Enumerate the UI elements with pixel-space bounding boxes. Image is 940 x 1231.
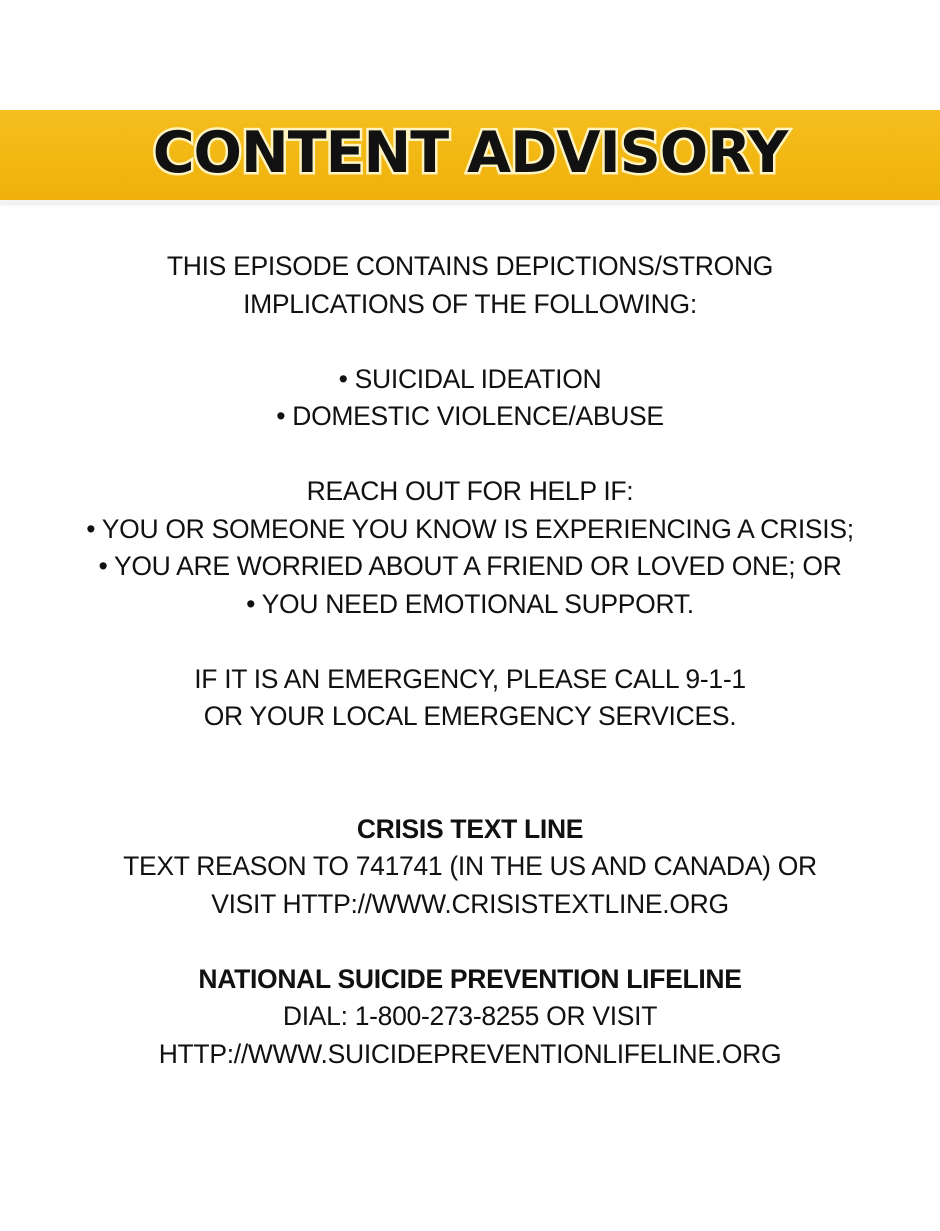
- spacer: [0, 323, 940, 361]
- lifeline-link[interactable]: HTTP://WWW.SUICIDEPREVENTIONLIFELINE.ORG: [158, 1038, 782, 1069]
- emergency-line: IF IT IS AN EMERGENCY, PLEASE CALL 9-1-1: [194, 663, 746, 694]
- intro-line: IMPLICATIONS OF THE FOLLOWING:: [243, 288, 697, 319]
- spacer: [0, 923, 940, 961]
- lifeline-title: NATIONAL SUICIDE PREVENTION LIFELINE: [198, 963, 742, 994]
- emergency-line: OR YOUR LOCAL EMERGENCY SERVICES.: [203, 701, 737, 731]
- spacer: [0, 736, 940, 811]
- advisory-title: CONTENT ADVISORY: [152, 120, 788, 186]
- topic-item: • DOMESTIC VIOLENCE/ABUSE: [276, 401, 664, 431]
- help-item: • YOU NEED EMOTIONAL SUPPORT.: [246, 588, 694, 619]
- help-item: • YOU ARE WORRIED ABOUT A FRIEND OR LOVED ONE; OR: [98, 551, 842, 581]
- crisis-text-line-detail: TEXT REASON TO 741741 (IN THE US AND CANADA) OR: [123, 851, 817, 881]
- topic-item: • SUICIDAL IDEATION: [338, 363, 602, 394]
- crisis-text-line-title: CRISIS TEXT LINE: [356, 813, 584, 844]
- advisory-body: [0, 248, 940, 1073]
- help-item: • YOU OR SOMEONE YOU KNOW IS EXPERIENCING A CRISIS;: [86, 513, 854, 544]
- spacer: [0, 436, 940, 474]
- crisis-text-line-link[interactable]: VISIT HTTP://WWW.CRISISTEXTLINE.ORG: [211, 888, 729, 919]
- lifeline-phone[interactable]: DIAL: 1-800-273-8255 OR VISIT: [282, 1001, 658, 1031]
- help-heading: REACH OUT FOR HELP IF:: [306, 476, 634, 506]
- intro-line: THIS EPISODE CONTAINS DEPICTIONS/STRONG: [166, 251, 774, 281]
- spacer: [0, 623, 940, 661]
